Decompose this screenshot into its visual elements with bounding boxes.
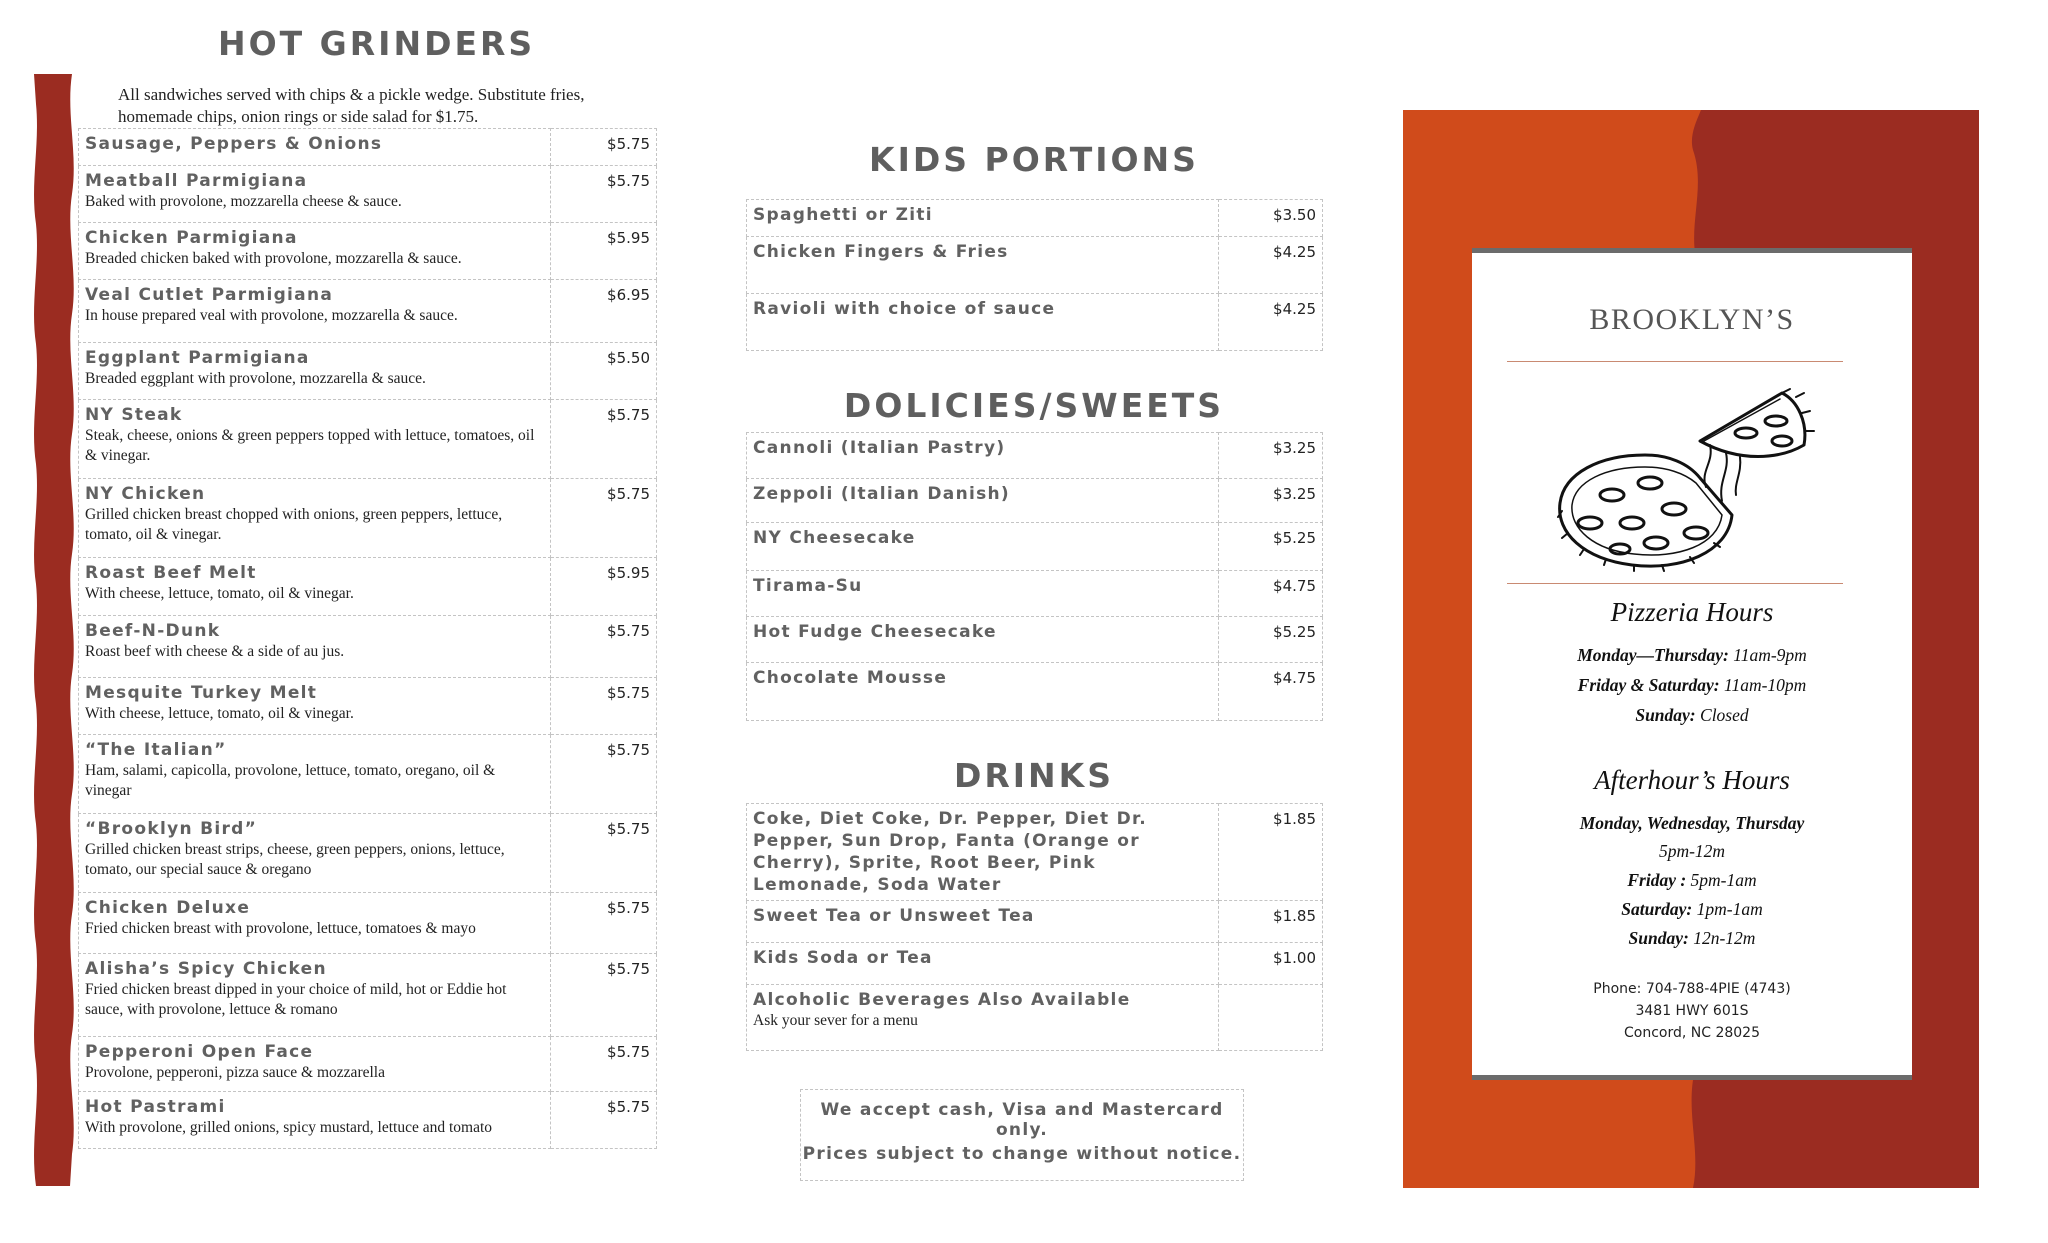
pizzeria-hours-line: Monday—Thursday: 11am-9pm — [1577, 645, 1807, 665]
kids-menu-table — [746, 199, 1323, 351]
menu-item-cell — [79, 735, 551, 814]
menu-item-cell — [79, 1092, 551, 1149]
menu-item-cell — [79, 616, 551, 678]
menu-row — [79, 814, 657, 893]
menu-item-name: Eggplant Parmigiana — [85, 348, 310, 368]
menu-row — [79, 893, 657, 954]
menu-item-price: $5.75 — [551, 400, 657, 479]
menu-item-name: Chicken Fingers & Fries — [753, 242, 1009, 262]
afterhours-days-time: 5pm-12m — [1658, 841, 1726, 861]
menu-row — [747, 663, 1323, 721]
menu-item-name: Ravioli with choice of sauce — [753, 299, 1056, 319]
menu-row — [79, 678, 657, 735]
menu-item-cell — [79, 479, 551, 558]
menu-item-name: Hot Pastrami — [85, 1097, 226, 1117]
menu-item-name: Sweet Tea or Unsweet Tea — [753, 906, 1035, 926]
sweets-menu-table — [746, 432, 1323, 721]
city-state-zip: Concord, NC 28025 — [1623, 1025, 1760, 1041]
menu-item-cell — [747, 294, 1219, 351]
pizzeria-hours-line: Friday & Saturday: 11am-10pm — [1577, 675, 1807, 695]
sweets-title: DOLICIES/SWEETS — [843, 386, 1225, 425]
menu-row — [79, 223, 657, 280]
menu-item-price: $5.95 — [551, 223, 657, 280]
menu-item-price: $5.95 — [551, 558, 657, 616]
menu-item-description: With provolone, grilled onions, spicy mustard, lettuce and tomato — [85, 1119, 493, 1136]
menu-item-cell — [747, 901, 1219, 943]
menu-row — [747, 571, 1323, 617]
menu-item-name: Beef-N-Dunk — [85, 621, 221, 641]
menu-row — [79, 400, 657, 479]
menu-row — [747, 237, 1323, 294]
top-divider — [1507, 361, 1843, 362]
menu-item-name: Pepperoni Open Face — [85, 1042, 314, 1062]
menu-item-name: Veal Cutlet Parmigiana — [85, 285, 334, 305]
menu-row — [747, 479, 1323, 523]
menu-item-name: Hot Fudge Cheesecake — [753, 622, 997, 642]
menu-item-cell — [79, 678, 551, 735]
menu-item-description: Grilled chicken breast chopped with onions, green peppers, lettuce, tomato, oil & vinegar. — [85, 506, 503, 543]
grinders-menu-table — [78, 128, 657, 1149]
menu-item-name: “Brooklyn Bird” — [85, 819, 258, 839]
menu-item-price: $6.95 — [551, 280, 657, 343]
menu-item-name: Meatball Parmigiana — [85, 171, 308, 191]
menu-item-name: Roast Beef Melt — [85, 563, 257, 583]
menu-item-name: Cannoli (Italian Pastry) — [753, 438, 1006, 458]
menu-item-name: Sausage, Peppers & Onions — [85, 134, 383, 154]
menu-row — [79, 280, 657, 343]
menu-item-name: Chicken Parmigiana — [85, 228, 298, 248]
pizzeria-hours-line: Sunday: Closed — [1635, 705, 1749, 725]
menu-item-cell — [747, 943, 1219, 985]
kids-portions-title: KIDS PORTIONS — [869, 140, 1199, 179]
menu-row — [79, 166, 657, 223]
menu-item-cell — [747, 237, 1219, 294]
menu-item-cell — [79, 129, 551, 166]
menu-item-price: $4.75 — [1219, 663, 1323, 721]
menu-item-description: In house prepared veal with provolone, mozzarella & sauce. — [85, 307, 458, 324]
menu-item-cell — [79, 558, 551, 616]
menu-item-cell — [747, 663, 1219, 721]
pizza-illustration — [1550, 383, 1820, 578]
menu-item-cell — [79, 893, 551, 954]
menu-item-description: Breaded chicken baked with provolone, mozzarella & sauce. — [85, 250, 462, 267]
menu-item-price: $5.75 — [551, 814, 657, 893]
grinders-intro: All sandwiches served with chips & a pickle wedge. Substitute fries, homemade chips, onion rings or side salad for $1.75. — [118, 85, 585, 126]
menu-item-cell — [79, 166, 551, 223]
menu-item-price: $5.75 — [551, 893, 657, 954]
menu-item-name: Kids Soda or Tea — [753, 948, 933, 968]
menu-item-price: $4.25 — [1219, 294, 1323, 351]
menu-row — [79, 616, 657, 678]
brand-name: BROOKLYN’S — [1589, 303, 1795, 336]
afterhours-title: Afterhour’s Hours — [1594, 765, 1790, 795]
left-decorative-band — [34, 74, 76, 1186]
menu-row — [747, 523, 1323, 571]
menu-item-name: Coke, Diet Coke, Dr. Pepper, Diet Dr. Pepper, Sun Drop, Fanta (Orange or Cherry), Sprite, Root Beer, Pink Lemonade, Soda Water — [753, 809, 1148, 895]
menu-item-price: $1.85 — [1219, 804, 1323, 901]
menu-item-cell — [79, 400, 551, 479]
hot-grinders-title: HOT GRINDERS — [218, 24, 536, 63]
cover-card — [1472, 248, 1912, 1080]
menu-item-cell — [79, 1037, 551, 1092]
menu-row — [747, 433, 1323, 479]
menu-item-price: $3.50 — [1219, 200, 1323, 237]
menu-item-price: $5.75 — [551, 166, 657, 223]
menu-row — [79, 1092, 657, 1149]
payment-notice-box — [800, 1089, 1244, 1181]
menu-item-name: Alcoholic Beverages Also Available — [753, 990, 1131, 1010]
menu-item-price: $5.75 — [551, 129, 657, 166]
menu-item-cell — [747, 200, 1219, 237]
drinks-title: DRINKS — [953, 756, 1115, 795]
afterhours-days: Monday, Wednesday, Thursday — [1579, 813, 1805, 833]
menu-item-price: $3.25 — [1219, 479, 1323, 523]
menu-item-price: $5.75 — [551, 479, 657, 558]
menu-item-cell — [747, 523, 1219, 571]
menu-row — [79, 479, 657, 558]
menu-item-price: $4.75 — [1219, 571, 1323, 617]
menu-item-name: Tirama-Su — [753, 576, 863, 596]
menu-row — [747, 294, 1323, 351]
payment-notice: We accept cash, Visa and Mastercard only. — [820, 1100, 1224, 1140]
phone-number: Phone: 704-788-4PIE (4743) — [1593, 981, 1791, 997]
afterhours-line: Friday : 5pm-1am — [1627, 870, 1757, 890]
afterhours-line: Saturday: 1pm-1am — [1621, 899, 1763, 919]
menu-item-name: NY Steak — [85, 405, 183, 425]
menu-item-price: $3.25 — [1219, 433, 1323, 479]
menu-item-description: Roast beef with cheese & a side of au jus. — [85, 643, 345, 660]
menu-row — [747, 804, 1323, 901]
menu-item-cell — [747, 804, 1219, 901]
menu-row — [79, 558, 657, 616]
menu-item-price: $5.75 — [551, 954, 657, 1037]
menu-item-description: Ask your sever for a menu — [753, 1012, 918, 1029]
menu-row — [747, 200, 1323, 237]
menu-item-description: Baked with provolone, mozzarella cheese & sauce. — [85, 193, 402, 210]
menu-item-name: Zeppoli (Italian Danish) — [753, 484, 1010, 504]
menu-item-description: Steak, cheese, onions & green peppers topped with lettuce, tomatoes, oil & vinegar. — [85, 427, 535, 464]
menu-row — [79, 129, 657, 166]
price-notice: Prices subject to change without notice. — [802, 1144, 1242, 1164]
menu-row — [747, 985, 1323, 1051]
menu-item-price: $4.25 — [1219, 237, 1323, 294]
menu-item-cell — [79, 343, 551, 400]
menu-item-cell — [747, 985, 1219, 1051]
menu-item-name: Mesquite Turkey Melt — [85, 683, 318, 703]
menu-item-description: With cheese, lettuce, tomato, oil & vinegar. — [85, 705, 354, 722]
menu-item-price: $1.85 — [1219, 901, 1323, 943]
menu-item-name: NY Cheesecake — [753, 528, 916, 548]
menu-row — [79, 735, 657, 814]
menu-row — [747, 617, 1323, 663]
menu-item-cell — [747, 571, 1219, 617]
menu-item-cell — [79, 814, 551, 893]
menu-item-price: $5.75 — [551, 678, 657, 735]
bottom-divider — [1507, 583, 1843, 584]
menu-item-name: Alisha’s Spicy Chicken — [85, 959, 327, 979]
menu-item-price: $5.75 — [551, 735, 657, 814]
menu-item-description: With cheese, lettuce, tomato, oil & vinegar. — [85, 585, 354, 602]
menu-item-price: $5.50 — [551, 343, 657, 400]
menu-item-price: $5.75 — [551, 616, 657, 678]
menu-item-cell — [747, 617, 1219, 663]
street-address: 3481 HWY 601S — [1635, 1003, 1749, 1019]
menu-item-description: Grilled chicken breast strips, cheese, green peppers, onions, lettuce, tomato, our special sauce & oregano — [85, 841, 505, 878]
pizzeria-hours-title: Pizzeria Hours — [1610, 597, 1774, 627]
menu-row — [79, 954, 657, 1037]
menu-item-description: Ham, salami, capicolla, provolone, lettuce, tomato, oregano, oil & vinegar — [85, 762, 496, 799]
menu-item-cell — [747, 433, 1219, 479]
menu-item-description: Breaded eggplant with provolone, mozzarella & sauce. — [85, 370, 426, 387]
afterhours-line: Sunday: 12n-12m — [1628, 928, 1756, 948]
menu-item-cell — [79, 223, 551, 280]
menu-item-price: $5.75 — [551, 1037, 657, 1092]
menu-item-name: Spaghetti or Ziti — [753, 205, 933, 225]
menu-item-price: $5.25 — [1219, 523, 1323, 571]
menu-item-cell — [79, 280, 551, 343]
menu-item-cell — [747, 479, 1219, 523]
menu-item-description: Fried chicken breast with provolone, lettuce, tomatoes & mayo — [85, 920, 476, 937]
menu-row — [79, 1037, 657, 1092]
menu-item-price: $5.75 — [551, 1092, 657, 1149]
menu-item-name: Chocolate Mousse — [753, 668, 948, 688]
menu-row — [79, 343, 657, 400]
menu-row — [747, 901, 1323, 943]
menu-item-name: Chicken Deluxe — [85, 898, 251, 918]
menu-item-name: NY Chicken — [85, 484, 206, 504]
menu-item-description: Provolone, pepperoni, pizza sauce & mozzarella — [85, 1064, 385, 1081]
menu-row — [747, 943, 1323, 985]
drinks-menu-table — [746, 803, 1323, 1051]
menu-item-description: Fried chicken breast dipped in your choice of mild, hot or Eddie hot sauce, with provolone, lettuce & romano — [85, 981, 507, 1018]
menu-item-price: $1.00 — [1219, 943, 1323, 985]
menu-item-price — [1219, 985, 1323, 1051]
menu-item-cell — [79, 954, 551, 1037]
menu-item-price: $5.25 — [1219, 617, 1323, 663]
menu-item-name: “The Italian” — [85, 740, 227, 760]
